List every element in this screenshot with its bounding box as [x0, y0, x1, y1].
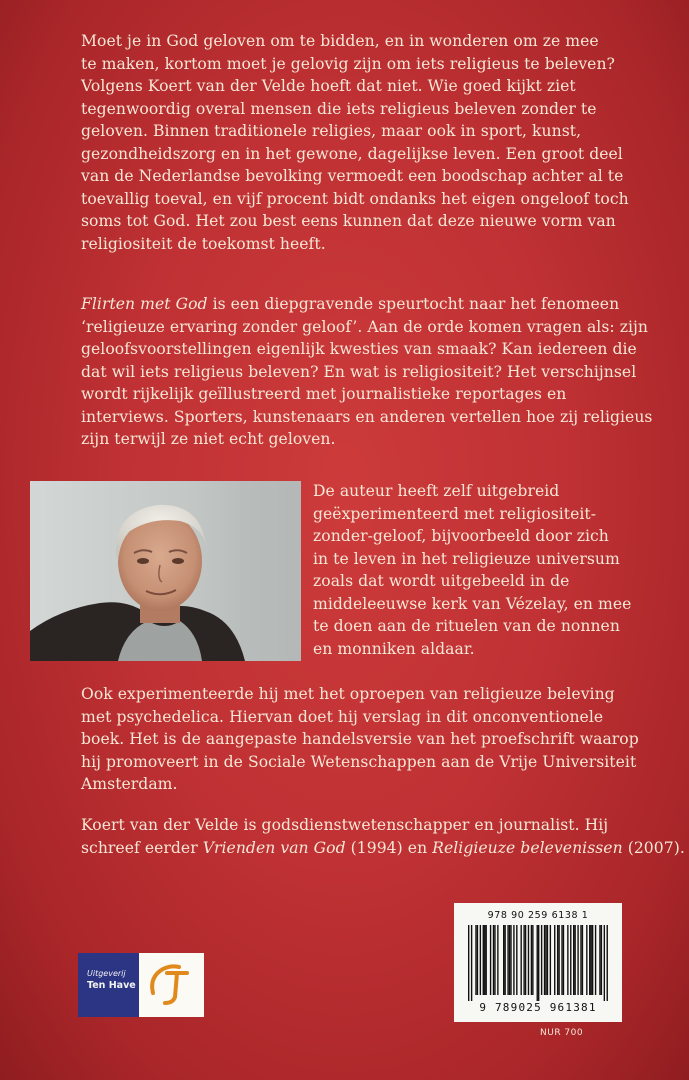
barcode-bar: [538, 925, 539, 1001]
barcode-bar: [558, 925, 559, 995]
text-line: [81, 293, 641, 316]
barcode-bar: [595, 925, 596, 995]
text-line: geëxperimenteerd met religiositeit-: [313, 504, 597, 523]
barcode-bar: [503, 925, 504, 995]
barcode-bar: [537, 925, 538, 1001]
text-line: Volgens Koert van der Velde hoeft dat niet. Wie goed kijkt ziet: [81, 77, 576, 95]
text-fragment: (2007).: [622, 838, 685, 857]
text-fragment: schreef eerder: [81, 838, 203, 857]
barcode-bar: [574, 925, 575, 995]
author-photo: [30, 481, 301, 661]
barcode-bar: [570, 925, 571, 995]
publisher-name: Ten Have: [87, 980, 136, 991]
text-line: Koert van der Velde is godsdienstwetenschapper en journalist. Hij: [81, 816, 609, 834]
barcode-bar: [601, 925, 602, 995]
text-line: dat wil iets religieus beleven? En wat is religiositeit? Het verschijnsel: [81, 362, 637, 381]
text-line: geloven. Binnen traditionele religies, maar ook in sport, kunst,: [81, 122, 582, 140]
barcode-bar: [599, 925, 600, 995]
barcode-bar: [510, 925, 511, 995]
barcode-bar: [573, 925, 574, 995]
barcode-bar: [567, 925, 568, 995]
swirl-glyph: [139, 953, 204, 1017]
text-line: interviews. Sporters, kunstenaars en anderen vertellen hoe zij religieus: [81, 407, 653, 426]
book-title: Flirten met God: [81, 295, 208, 313]
text-fragment: (1994) en: [345, 838, 433, 857]
barcode-bar: [525, 925, 526, 995]
author-bio: [81, 814, 685, 859]
text-line: ‘religieuze ervaring zonder geloof’. Aan de orde komen vragen als: zijn: [81, 317, 648, 336]
book-title: Vrienden van God: [202, 838, 346, 857]
blurb-paragraph-4: [81, 683, 641, 796]
barcode-bar: [477, 925, 478, 995]
text-line: soms tot God. Het zou best eens kunnen dat deze nieuwe vorm van: [81, 212, 616, 230]
text-line: met psychedelica. Hiervan doet hij verslag in dit onconventionele: [81, 707, 604, 726]
blurb-paragraph-1: [81, 30, 641, 255]
barcode-bar: [557, 925, 558, 995]
text-line: zonder-geloof, bijvoorbeeld door zich: [313, 527, 609, 545]
barcode-bar: [528, 925, 529, 995]
barcode-bar: [607, 925, 608, 1001]
text-line: Amsterdam.: [81, 775, 178, 793]
text-line: geloofsvoorstellingen eigenlijk kwesties van smaak? Kan iedereen die: [81, 340, 637, 358]
barcode-bar: [507, 925, 508, 995]
text-line: wordt rijkelijk geïllustreerd met journalistieke reportages en: [81, 385, 567, 403]
barcode-bar: [592, 925, 593, 995]
barcode-bar: [497, 925, 498, 995]
barcode-bar: [604, 925, 605, 1001]
text-line: in te leven in het religieuze universum: [313, 549, 620, 568]
text-line: [81, 837, 685, 860]
text-line: hij promoveert in de Sociale Wetenschappen aan de Vrije Universiteit: [81, 752, 637, 771]
barcode-bar: [545, 925, 546, 995]
barcode-bar: [516, 925, 517, 995]
barcode-bar: [494, 925, 495, 995]
barcode-bar: [486, 925, 487, 995]
ten-have-swirl-icon: [139, 953, 204, 1017]
barcode-bar: [490, 925, 491, 995]
text-line: religiositeit de toekomst heeft.: [81, 234, 326, 253]
barcode-bar: [484, 925, 485, 995]
barcode-bar: [475, 925, 476, 995]
barcode-bar: [582, 925, 583, 995]
barcode-bar: [554, 925, 555, 995]
text-line: Moet je in God geloven om te bidden, en in wonderen om ze mee: [81, 32, 599, 50]
text-line: te doen aan de rituelen van de nonnen: [313, 617, 620, 635]
barcode-bar: [504, 925, 505, 995]
barcode-bar: [531, 925, 532, 995]
author-portrait-illustration: [30, 481, 301, 661]
text-line: van de Nederlandse bevolking vermoedt een boodschap achter al te: [81, 167, 624, 185]
text-line: te maken, kortom moet je gelovig zijn om iets religieus te beleven?: [81, 54, 615, 73]
isbn-number: 978 90 259 6138 1: [487, 910, 589, 921]
text-line: gezondheidszorg en in het gewone, dagelijkse leven. Een groot deel: [81, 144, 623, 163]
barcode-bar: [589, 925, 590, 995]
barcode-bar: [580, 925, 581, 995]
publisher-label: Uitgeverij: [87, 969, 126, 978]
publisher-logo: [78, 953, 204, 1017]
barcode-bar: [577, 925, 578, 995]
barcode-digits: 9 789025 961381: [479, 1001, 597, 1014]
barcode-bar: [509, 925, 510, 995]
book-title: Religieuze belevenissen: [432, 838, 623, 857]
barcode-bar: [544, 925, 545, 995]
barcode-bar: [532, 925, 533, 995]
text-line: De auteur heeft zelf uitgebreid: [313, 482, 560, 500]
isbn-barcode: [454, 903, 622, 1022]
text-fragment: is een diepgravende speurtocht naar het fenomeen: [207, 295, 620, 313]
barcode-bar: [521, 925, 522, 995]
barcode-bars: [468, 925, 608, 1001]
barcode-bar: [471, 925, 472, 1001]
text-line: Ook experimenteerde hij met het oproepen van religieuze beleving: [81, 685, 615, 703]
text-line: boek. Het is de aangepaste handelsversie van het proefschrift waarop: [81, 730, 639, 748]
text-line: zoals dat wordt uitgebeeld in de: [313, 572, 570, 590]
nur-code: NUR 700: [540, 1028, 584, 1038]
barcode-bar: [586, 925, 587, 995]
text-line: middeleeuwse kerk van Vézelay, en mee: [313, 594, 632, 613]
text-line: toevallig toeval, en vijf procent bidt ondanks het eigen ongeloof toch: [81, 189, 629, 208]
barcode-bar: [513, 925, 514, 995]
barcode-bar: [468, 925, 469, 1001]
blurb-paragraph-3: [313, 480, 632, 660]
barcode-bar: [541, 925, 542, 995]
barcode-bar: [523, 925, 524, 995]
barcode-bar: [483, 925, 484, 995]
barcode-bar: [561, 925, 562, 995]
barcode-bar: [547, 925, 548, 995]
barcode-bar: [480, 925, 481, 995]
text-line: en monniken aldaar.: [313, 639, 475, 658]
barcode-bar: [550, 925, 551, 995]
blurb-paragraph-2: [81, 293, 653, 451]
barcode-bar: [591, 925, 592, 995]
barcode-bar: [563, 925, 564, 995]
barcode-bar: [493, 925, 494, 995]
publisher-name-block: [78, 953, 139, 1017]
text-line: zijn terwijl ze niet echt geloven.: [81, 430, 336, 448]
text-line: tegenwoordig overal mensen die iets religieus beleven zonder te: [81, 99, 597, 118]
